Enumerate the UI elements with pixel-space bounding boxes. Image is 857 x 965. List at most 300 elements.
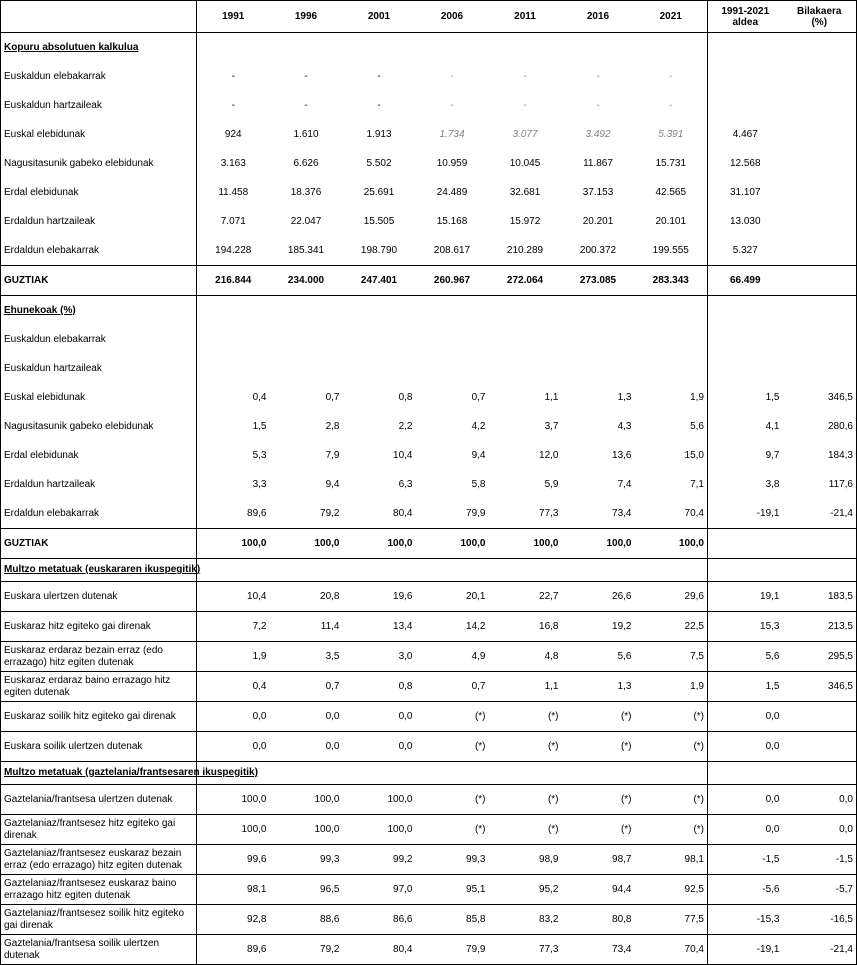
value-cell-2011: 5,9 [544, 478, 559, 490]
value-cell-1996: 1.610 [293, 128, 319, 140]
value-cell-1991: 99,6 [197, 845, 270, 875]
diff-cell: 1,5 [708, 672, 783, 702]
empty-cell [562, 296, 635, 326]
value-cell-1991: 92,8 [197, 905, 270, 935]
diff-header-line2: aldea [732, 16, 759, 28]
value-cell-1996: - [304, 70, 308, 82]
diff-cell: 9,7 [708, 441, 783, 470]
value-cell-1996: 99,3 [270, 845, 343, 875]
value-cell-2006: 100,0 [416, 529, 489, 559]
value-cell-2006: 0,7 [471, 391, 486, 403]
evolution-header-line1: Bilakaera [797, 5, 842, 17]
value-cell-2011: 77,3 [539, 507, 559, 519]
value-cell-1996: 0,7 [325, 391, 340, 403]
empty-cell [343, 559, 416, 582]
value-cell-2021: 29,6 [635, 582, 708, 612]
value-cell-2021: 15,0 [684, 449, 704, 461]
value-cell-2001: 0,8 [343, 672, 416, 702]
table-row [1, 91, 857, 120]
value-cell-2016: 20.201 [582, 215, 614, 227]
value-cell-2011: 12,0 [539, 449, 559, 461]
value-cell-1996: 9,4 [325, 478, 340, 490]
evolution-cell: -21,4 [783, 499, 857, 529]
value-cell-2006: 85,8 [416, 905, 489, 935]
value-cell-2021: 1,9 [635, 672, 708, 702]
value-cell-2016: 5,6 [562, 642, 635, 672]
value-cell-1996: 100,0 [270, 815, 343, 845]
value-cell-2016: (*) [562, 702, 635, 732]
value-cell-2016: - [596, 99, 600, 111]
value-cell-2001: 19,6 [343, 582, 416, 612]
evolution-cell: -21,4 [783, 935, 857, 965]
row-label: Euskara soilik ulertzen dutenak [1, 732, 197, 762]
section-row-absolute [1, 33, 857, 63]
row-label: Euskaraz hitz egiteko gai direnak [1, 612, 197, 642]
diff-cell: -5,6 [708, 875, 783, 905]
value-cell-2006: (*) [416, 785, 489, 815]
diff-cell: -19,1 [708, 935, 783, 965]
evolution-cell: 295,5 [783, 642, 857, 672]
value-cell-1996: 0,0 [270, 702, 343, 732]
value-cell-2016: 1,3 [562, 672, 635, 702]
row-label: Gaztelania/frantsesa soilik ulertzen dutenak [1, 935, 197, 965]
value-cell-2011: 98,9 [489, 845, 562, 875]
value-cell-2011: 3.077 [512, 128, 538, 140]
row-label: Erdaldun hartzaileak [1, 470, 197, 499]
value-cell-2016: 11.867 [583, 157, 613, 169]
total-row [1, 266, 857, 296]
empty-cell [197, 33, 270, 63]
value-cell-2016: 19,2 [562, 612, 635, 642]
empty-cell [635, 762, 708, 785]
value-cell-2021: (*) [635, 702, 708, 732]
value-cell-2021: 7,5 [635, 642, 708, 672]
empty-cell [343, 33, 416, 63]
table-row [1, 325, 857, 354]
evolution-cell [783, 702, 857, 732]
evolution-cell [783, 207, 857, 236]
evolution-cell: 280,6 [783, 412, 857, 441]
value-cell-2006: - [450, 99, 454, 111]
value-cell-1991: 98,1 [197, 875, 270, 905]
value-cell-2006: 24.489 [436, 186, 468, 198]
diff-cell: -15,3 [708, 905, 783, 935]
table-row [1, 354, 857, 383]
value-cell-2006: 4,9 [416, 642, 489, 672]
year-header-2011: 2011 [489, 1, 562, 33]
value-cell-1991: 0,4 [197, 672, 270, 702]
diff-cell [708, 354, 783, 383]
row-label: Gaztelaniaz/frantsesez hitz egiteko gai direnak [1, 815, 197, 845]
value-cell-1996: 0,7 [270, 672, 343, 702]
table-row [1, 178, 857, 207]
value-cell-2006: 10.959 [436, 157, 468, 169]
row-label: Erdaldun elebakarrak [1, 236, 197, 266]
section-title-text: Multzo metatuak (euskararen ikuspegitik) [4, 564, 201, 575]
value-cell-2011: - [523, 99, 527, 111]
row-label: GUZTIAK [1, 266, 197, 296]
empty-cell [416, 559, 489, 582]
value-cell-2006: 260.967 [416, 266, 489, 296]
value-cell-2021: (*) [635, 785, 708, 815]
value-cell-2016: 7,4 [617, 478, 632, 490]
table-row [1, 149, 857, 178]
value-cell-2021: 70,4 [684, 507, 704, 519]
value-cell-2021: 1,9 [690, 391, 704, 403]
value-cell-2001: 80,4 [393, 507, 413, 519]
value-cell-1991: 11.458 [218, 186, 249, 198]
empty-cell [708, 33, 783, 63]
value-cell-2021: 42.565 [655, 186, 687, 198]
empty-cell [270, 559, 343, 582]
evolution-cell: 0,0 [783, 785, 857, 815]
table-row [1, 120, 857, 149]
diff-cell: 0,0 [708, 815, 783, 845]
row-label: Nagusitasunik gabeko elebidunak [1, 412, 197, 441]
value-cell-2006: (*) [416, 732, 489, 762]
value-cell-1991: - [231, 99, 235, 111]
section-title-meta_eu [1, 559, 201, 582]
diff-cell [708, 529, 783, 559]
value-cell-2011: 1,1 [544, 391, 559, 403]
header-row [1, 1, 857, 33]
evolution-cell [783, 732, 857, 762]
value-cell-2011: 16,8 [489, 612, 562, 642]
empty-cell [416, 296, 489, 326]
diff-cell: 0,0 [708, 702, 783, 732]
year-header-2006: 2006 [416, 1, 489, 33]
empty-cell [489, 559, 562, 582]
value-cell-2011: 32.681 [509, 186, 541, 198]
table-row [1, 935, 857, 965]
value-cell-2016: 100,0 [562, 529, 635, 559]
evolution-cell: -5,7 [783, 875, 857, 905]
value-cell-2016: 3.492 [585, 128, 611, 140]
empty-cell [708, 559, 783, 582]
empty-cell [635, 559, 708, 582]
value-cell-2021: 92,5 [635, 875, 708, 905]
section-row-percent [1, 296, 857, 326]
value-cell-2006: 99,3 [416, 845, 489, 875]
evolution-cell [783, 149, 857, 178]
value-cell-2001 [343, 325, 416, 354]
empty-cell [416, 762, 489, 785]
diff-header-line1: 1991-2021 [721, 5, 770, 17]
diff-header [708, 1, 783, 33]
value-cell-1991: 100,0 [197, 815, 270, 845]
empty-cell [783, 33, 857, 63]
value-cell-2021: - [669, 99, 673, 111]
evolution-header [783, 1, 857, 33]
evolution-cell: 0,0 [783, 815, 857, 845]
empty-cell [270, 762, 343, 785]
value-cell-2021: 20.101 [655, 215, 687, 227]
value-cell-2021: 98,1 [635, 845, 708, 875]
value-cell-1996: 100,0 [270, 785, 343, 815]
diff-cell: 31.107 [708, 178, 783, 207]
section-title-absolute [1, 33, 197, 63]
value-cell-1991: 5,3 [252, 449, 267, 461]
value-cell-2011: 83,2 [489, 905, 562, 935]
evolution-cell [783, 236, 857, 266]
value-cell-1996: 100,0 [270, 529, 343, 559]
section-title-text: Ehunekoak (%) [4, 304, 76, 316]
value-cell-1996: 79,2 [320, 507, 340, 519]
value-cell-1991: - [231, 70, 235, 82]
value-cell-1991: 7,2 [197, 612, 270, 642]
diff-cell: 0,0 [708, 732, 783, 762]
value-cell-2021: - [669, 70, 673, 82]
value-cell-2006: 79,9 [416, 935, 489, 965]
row-label: Euskaraz erdaraz bezain erraz (edo errazago) hitz egiten dutenak [1, 642, 197, 672]
value-cell-2001: 15.505 [363, 215, 395, 227]
diff-cell: 12.568 [708, 149, 783, 178]
value-cell-2016: (*) [562, 732, 635, 762]
value-cell-2001: 99,2 [343, 845, 416, 875]
table-row [1, 236, 857, 266]
value-cell-2011: (*) [489, 785, 562, 815]
value-cell-2006: 9,4 [471, 449, 486, 461]
value-cell-2001: 100,0 [343, 529, 416, 559]
value-cell-1991: 89,6 [247, 507, 267, 519]
row-label: Euskal elebidunak [1, 383, 197, 412]
section-title-text: Multzo metatuak (gaztelania/frantsesaren ikuspegitik) [4, 767, 258, 778]
empty-cell [708, 296, 783, 326]
evolution-cell: 117,6 [783, 470, 857, 499]
empty-cell [343, 762, 416, 785]
row-label: Erdaldun hartzaileak [1, 207, 197, 236]
evolution-header-line2: (%) [811, 16, 828, 28]
row-label: Euskaldun elebakarrak [1, 325, 197, 354]
value-cell-1996: - [304, 99, 308, 111]
empty-cell [635, 33, 708, 63]
table-row [1, 62, 857, 91]
value-cell-2006: 208.617 [433, 244, 471, 256]
value-cell-2016: (*) [562, 785, 635, 815]
table-row [1, 642, 857, 672]
value-cell-1996: 18.376 [290, 186, 322, 198]
value-cell-1991: 0,0 [197, 702, 270, 732]
value-cell-2016: 26,6 [562, 582, 635, 612]
value-cell-1991: 7.071 [220, 215, 246, 227]
value-cell-2006: (*) [416, 815, 489, 845]
value-cell-2016: (*) [562, 815, 635, 845]
value-cell-2021: 70,4 [635, 935, 708, 965]
value-cell-1996 [270, 354, 343, 383]
table-row [1, 845, 857, 875]
evolution-cell [783, 266, 857, 296]
value-cell-1991: 10,4 [197, 582, 270, 612]
value-cell-2016: 98,7 [562, 845, 635, 875]
evolution-cell: 346,5 [783, 672, 857, 702]
value-cell-2001: 0,0 [343, 732, 416, 762]
value-cell-2011: 3,7 [544, 420, 559, 432]
value-cell-2011: 95,2 [489, 875, 562, 905]
diff-cell: 5,6 [708, 642, 783, 672]
value-cell-2021: 5.391 [658, 128, 684, 140]
empty-cell [783, 296, 857, 326]
empty-cell [197, 559, 270, 582]
value-cell-2001: 6,3 [398, 478, 413, 490]
value-cell-1991: 194.228 [215, 244, 252, 256]
empty-cell [708, 762, 783, 785]
value-cell-2006: 15.168 [436, 215, 468, 227]
value-cell-2011: (*) [489, 702, 562, 732]
value-cell-2011: 15.972 [509, 215, 541, 227]
value-cell-2011 [489, 354, 562, 383]
value-cell-2011: 100,0 [489, 529, 562, 559]
value-cell-1996: 96,5 [270, 875, 343, 905]
value-cell-1996: 185.341 [287, 244, 325, 256]
empty-cell [635, 296, 708, 326]
value-cell-1991: 89,6 [197, 935, 270, 965]
empty-cell [270, 296, 343, 326]
table-body [1, 1, 857, 965]
empty-cell [489, 296, 562, 326]
value-cell-2011: 1,1 [489, 672, 562, 702]
evolution-cell [783, 62, 857, 91]
row-label: Euskaraz erdaraz baino errazago hitz egiten dutenak [1, 672, 197, 702]
value-cell-2001: 100,0 [343, 785, 416, 815]
section-row-meta_eu [1, 559, 857, 582]
value-cell-2021: 5,6 [690, 420, 704, 432]
empty-cell [489, 33, 562, 63]
value-cell-2001: 13,4 [343, 612, 416, 642]
diff-cell: 0,0 [708, 785, 783, 815]
diff-cell: 15,3 [708, 612, 783, 642]
diff-cell [708, 91, 783, 120]
empty-cell [783, 762, 857, 785]
row-label: Gaztelaniaz/frantsesez soilik hitz egiteko gai direnak [1, 905, 197, 935]
table-row [1, 383, 857, 412]
empty-cell [562, 33, 635, 63]
table-row [1, 470, 857, 499]
value-cell-1996 [270, 325, 343, 354]
table-row [1, 612, 857, 642]
value-cell-1996: 88,6 [270, 905, 343, 935]
value-cell-2016: 4,3 [617, 420, 632, 432]
value-cell-1996: 2,8 [325, 420, 340, 432]
empty-cell [783, 559, 857, 582]
year-header-2021: 2021 [635, 1, 708, 33]
row-label: GUZTIAK [1, 529, 197, 559]
value-cell-2001: 247.401 [343, 266, 416, 296]
row-label: Gaztelaniaz/frantsesez euskaraz bezain erraz (edo errazago) hitz egiten dutenak [1, 845, 197, 875]
value-cell-2001: 25.691 [363, 186, 395, 198]
table-row [1, 702, 857, 732]
diff-cell: 5.327 [708, 236, 783, 266]
value-cell-2021: 7,1 [690, 478, 704, 490]
value-cell-2006 [416, 325, 489, 354]
evolution-cell [783, 325, 857, 354]
value-cell-2006: 20,1 [416, 582, 489, 612]
diff-cell [708, 62, 783, 91]
table-row [1, 785, 857, 815]
value-cell-2021 [635, 325, 708, 354]
row-label: Euskaldun hartzaileak [1, 354, 197, 383]
value-cell-1991: 216.844 [197, 266, 270, 296]
row-label: Gaztelania/frantsesa ulertzen dutenak [1, 785, 197, 815]
value-cell-2006: 14,2 [416, 612, 489, 642]
value-cell-1991 [197, 325, 270, 354]
section-title-percent [1, 296, 197, 326]
value-cell-2006: 5,8 [471, 478, 486, 490]
value-cell-2021: (*) [635, 815, 708, 845]
value-cell-2001: 198.790 [360, 244, 398, 256]
empty-cell [270, 33, 343, 63]
section-title-meta_es [1, 762, 258, 785]
value-cell-2001: 80,4 [343, 935, 416, 965]
total-row [1, 529, 857, 559]
diff-cell [708, 325, 783, 354]
value-cell-2006: - [450, 70, 454, 82]
evolution-cell: -16,5 [783, 905, 857, 935]
diff-cell: 13.030 [708, 207, 783, 236]
row-label: Gaztelaniaz/frantsesez euskaraz baino errazago hitz egiten dutenak [1, 875, 197, 905]
value-cell-2001: - [377, 99, 381, 111]
value-cell-1996: 3,5 [270, 642, 343, 672]
value-cell-1996: 11,4 [270, 612, 343, 642]
value-cell-2021: 15.731 [655, 157, 687, 169]
value-cell-2011: 272.064 [489, 266, 562, 296]
evolution-cell [783, 354, 857, 383]
value-cell-2016 [562, 354, 635, 383]
diff-cell: -19,1 [708, 499, 783, 529]
value-cell-1991: 1,5 [252, 420, 267, 432]
value-cell-2001: 2,2 [398, 420, 413, 432]
row-label: Euskaraz soilik hitz egiteko gai direnak [1, 702, 197, 732]
value-cell-2011: 10.045 [509, 157, 541, 169]
evolution-cell: 346,5 [783, 383, 857, 412]
evolution-cell: -1,5 [783, 845, 857, 875]
value-cell-1996: 79,2 [270, 935, 343, 965]
value-cell-2006: 0,7 [416, 672, 489, 702]
empty-cell [416, 33, 489, 63]
value-cell-2001: 5.502 [366, 157, 392, 169]
value-cell-1996: 20,8 [270, 582, 343, 612]
row-label: Erdaldun elebakarrak [1, 499, 197, 529]
value-cell-2021: 283.343 [635, 266, 708, 296]
value-cell-2021: 199.555 [652, 244, 689, 256]
value-cell-2001 [343, 354, 416, 383]
table-row [1, 905, 857, 935]
table-row [1, 672, 857, 702]
diff-cell: 66.499 [708, 266, 783, 296]
table-row [1, 732, 857, 762]
evolution-cell [783, 91, 857, 120]
value-cell-1996: 234.000 [270, 266, 343, 296]
diff-cell: 4,1 [708, 412, 783, 441]
year-header-2016: 2016 [562, 1, 635, 33]
value-cell-2001: 0,0 [343, 702, 416, 732]
value-cell-2001: 86,6 [343, 905, 416, 935]
value-cell-2011: - [523, 70, 527, 82]
value-cell-2016 [562, 325, 635, 354]
row-label: Euskaldun elebakarrak [1, 62, 197, 91]
value-cell-2011: 210.289 [506, 244, 544, 256]
empty-cell [489, 762, 562, 785]
table-row [1, 412, 857, 441]
value-cell-2001: 1.913 [366, 128, 392, 140]
value-cell-2016: 13,6 [612, 449, 632, 461]
value-cell-1996: 0,0 [270, 732, 343, 762]
value-cell-2016: 1,3 [617, 391, 632, 403]
value-cell-2021: 100,0 [635, 529, 708, 559]
table-row [1, 582, 857, 612]
value-cell-2001: - [377, 70, 381, 82]
row-label: Euskara ulertzen dutenak [1, 582, 197, 612]
value-cell-1991 [197, 354, 270, 383]
